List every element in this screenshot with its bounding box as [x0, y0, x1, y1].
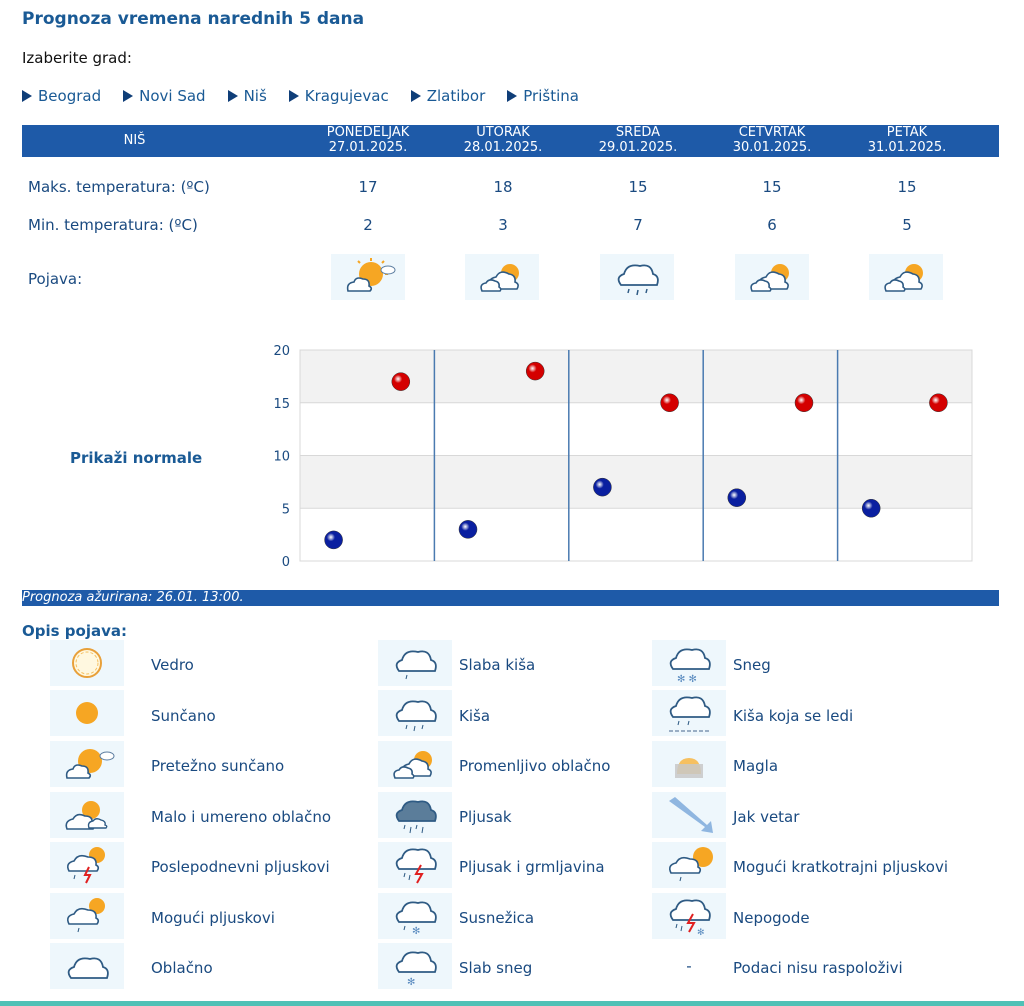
mostly-sunny-icon	[50, 741, 124, 787]
phenomenon-label: Pojava:	[28, 270, 83, 288]
clear-sun-icon	[50, 640, 124, 686]
choose-city-label: Izaberite grad:	[22, 49, 132, 67]
variable-cloudy-icon	[378, 741, 452, 787]
page-title: Prognoza vremena narednih 5 dana	[22, 9, 365, 29]
arrow-right-icon	[22, 90, 32, 102]
snow-icon	[652, 640, 726, 686]
sunny-icon	[50, 690, 124, 736]
day-header	[717, 125, 827, 157]
day-header	[448, 125, 558, 157]
max-temp-point	[795, 394, 813, 412]
min-temp-value: 5	[902, 216, 912, 234]
min-temp-value: 3	[498, 216, 508, 234]
day-date: 28.01.2025.	[463, 140, 543, 155]
city-link-zlatibor[interactable]	[411, 87, 486, 105]
max-temp-value: 18	[493, 178, 513, 196]
min-temp-label: Min. temperatura: (ºC)	[28, 216, 198, 234]
freezing-rain-icon	[652, 690, 726, 736]
min-temp-point	[459, 520, 477, 538]
forecast-header	[22, 125, 999, 157]
min-temp-value: 6	[767, 216, 777, 234]
legend-title: Opis pojava:	[22, 622, 127, 640]
city-label: Beograd	[38, 87, 102, 105]
svg-text:✻: ✻	[412, 926, 421, 937]
city-label: Zlatibor	[426, 87, 486, 105]
y-tick-label: 0	[281, 555, 290, 570]
max-temp-point	[392, 373, 410, 391]
day-name: SREDA	[615, 125, 661, 140]
partly-sunny-icon	[331, 254, 405, 300]
min-temp-value: 2	[363, 216, 373, 234]
cloudy-icon	[50, 943, 124, 989]
legend-label: Slaba kiša	[459, 656, 536, 674]
max-temp-point	[929, 394, 947, 412]
day-date: 27.01.2025.	[328, 140, 408, 155]
variable-cloudy-icon	[735, 254, 809, 300]
forecast-updated: Prognoza ažurirana: 26.01. 13:00.	[22, 590, 999, 606]
legend-label: Vedro	[151, 656, 194, 674]
day-date: 29.01.2025.	[598, 140, 678, 155]
brief-showers-icon	[652, 842, 726, 888]
thunderstorm-icon	[378, 842, 452, 888]
bottom-border	[0, 1001, 1024, 1006]
chart-band	[300, 403, 972, 456]
min-temp-point	[593, 478, 611, 496]
day-header	[852, 125, 962, 157]
city-link-nis[interactable]	[228, 87, 267, 105]
legend-label: Sneg	[733, 656, 771, 674]
no-data-symbol: -	[686, 957, 692, 975]
max-temp-value: 15	[762, 178, 782, 196]
day-name: UTORAK	[476, 125, 530, 140]
arrow-right-icon	[123, 90, 133, 102]
shower-icon	[378, 792, 452, 838]
light-rain-icon	[378, 640, 452, 686]
selected-city: NIŠ	[123, 133, 146, 148]
svg-text:✻: ✻	[407, 977, 416, 988]
temperature-chart	[268, 340, 988, 575]
legend-label: Kiša koja se ledi	[733, 707, 854, 725]
legend-label: Susnežica	[459, 909, 535, 927]
legend-label: Nepogode	[733, 909, 810, 927]
rain-icon	[378, 690, 452, 736]
max-temp-label: Maks. temperatura: (ºC)	[28, 178, 210, 196]
fog-icon	[652, 741, 726, 787]
city-nav	[22, 87, 601, 105]
city-link-kragujevac[interactable]	[289, 87, 389, 105]
legend-label: Mogući kratkotrajni pljuskovi	[733, 858, 948, 876]
city-label: Kragujevac	[304, 87, 389, 105]
arrow-right-icon	[411, 90, 421, 102]
legend-label: Mogući pljuskovi	[151, 909, 275, 927]
light-rain-icon	[600, 254, 674, 300]
arrow-right-icon	[289, 90, 299, 102]
legend-label: Sunčano	[151, 707, 216, 725]
day-name: PONEDELJAK	[326, 125, 410, 140]
arrow-right-icon	[228, 90, 238, 102]
min-temp-value: 7	[633, 216, 643, 234]
city-link-novi-sad[interactable]	[123, 87, 205, 105]
min-temp-point	[862, 499, 880, 517]
city-link-pristina[interactable]	[507, 87, 579, 105]
show-normals-link[interactable]: Prikaži normale	[70, 449, 203, 467]
legend-label: Pljusak i grmljavina	[459, 858, 605, 876]
legend-label: Oblačno	[151, 959, 213, 977]
y-tick-label: 10	[273, 449, 290, 465]
day-header	[583, 125, 693, 157]
city-label: Niš	[243, 87, 267, 105]
y-tick-label: 15	[273, 396, 290, 412]
city-label: Priština	[523, 87, 579, 105]
legend-label: Promenljivo oblačno	[459, 757, 611, 775]
y-tick-label: 5	[281, 502, 290, 518]
city-label: Novi Sad	[139, 87, 206, 105]
severe-weather-icon	[652, 893, 726, 939]
svg-text:✻: ✻	[697, 928, 705, 938]
max-temp-point	[526, 362, 544, 380]
svg-text:✻ ✻: ✻ ✻	[677, 674, 697, 685]
afternoon-showers-icon	[50, 842, 124, 888]
max-temp-value: 17	[358, 178, 378, 196]
max-temp-value: 15	[897, 178, 917, 196]
legend-label: Jak vetar	[733, 808, 800, 826]
sleet-icon	[378, 893, 452, 939]
city-link-beograd[interactable]	[22, 87, 101, 105]
day-name: PETAK	[886, 125, 928, 140]
min-temp-point	[728, 489, 746, 507]
legend-label: Podaci nisu raspoloživi	[733, 959, 903, 977]
strong-wind-icon	[652, 792, 726, 838]
arrow-right-icon	[507, 90, 517, 102]
day-header	[313, 125, 423, 157]
legend-label: Pljusak	[459, 808, 512, 826]
day-date: 31.01.2025.	[867, 140, 947, 155]
no-data-icon	[652, 943, 726, 989]
min-temp-point	[325, 531, 343, 549]
legend-label: Slab sneg	[459, 959, 533, 977]
legend-label: Kiša	[459, 707, 491, 725]
legend-label: Pretežno sunčano	[151, 757, 285, 775]
variable-cloudy-icon	[465, 254, 539, 300]
day-name: ČETVRTAK	[738, 125, 806, 140]
legend-label: Malo i umereno oblačno	[151, 808, 332, 826]
max-temp-point	[661, 394, 679, 412]
max-temp-value: 15	[628, 178, 648, 196]
legend-label: Magla	[733, 757, 779, 775]
possible-showers-icon	[50, 893, 124, 939]
day-date: 30.01.2025.	[732, 140, 812, 155]
legend-label: Poslepodnevni pljuskovi	[151, 858, 330, 876]
light-snow-icon	[378, 943, 452, 989]
y-tick-label: 20	[273, 344, 290, 359]
variable-cloudy-icon	[869, 254, 943, 300]
partly-cloudy-icon	[50, 792, 124, 838]
